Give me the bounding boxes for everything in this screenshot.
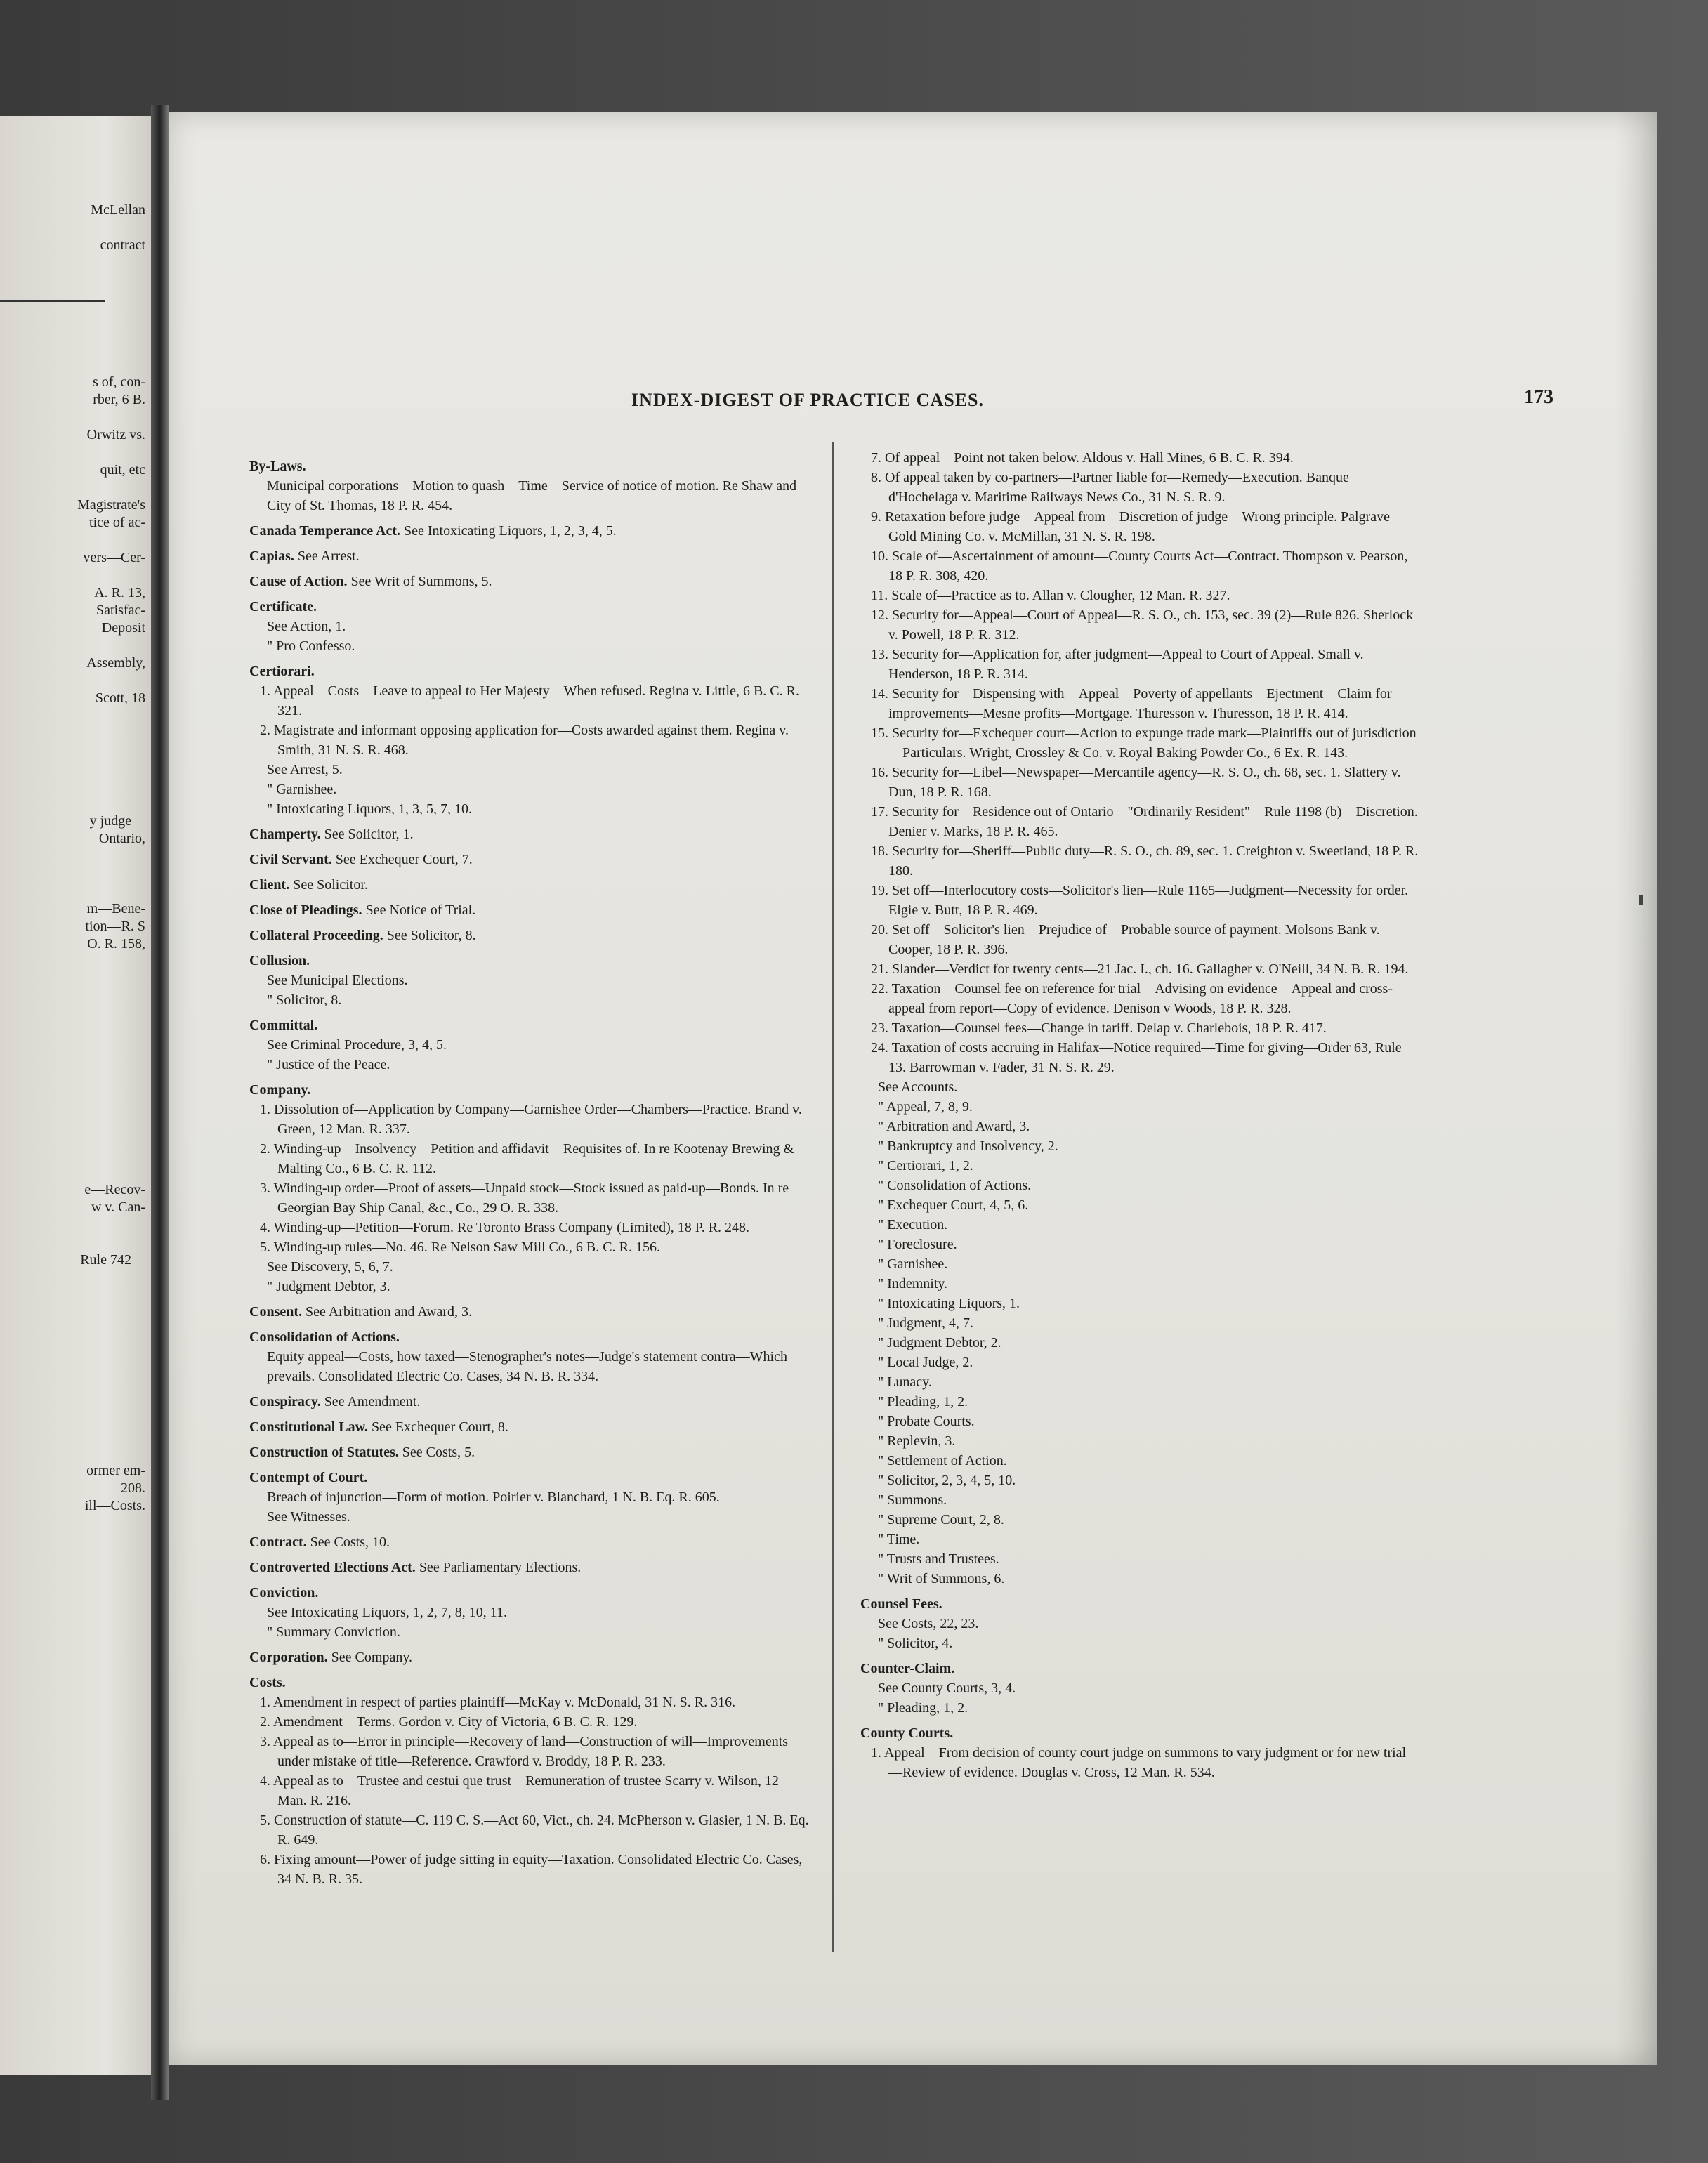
entry-cross-reference: See Parliamentary Elections. — [419, 1560, 582, 1575]
page-number: 173 — [1524, 386, 1553, 408]
index-entry — [249, 1392, 811, 1412]
case-item: 14. Security for—Dispensing with—Appeal—Poverty of appellants—Ejectment—Claim for improvements—Mesne profits—Mortgage. Thuresson v. Thuresson, 18 P. R. 414. — [871, 686, 1392, 721]
see-reference: See Action, 1. — [267, 619, 346, 634]
index-entry — [249, 1327, 811, 1386]
case-item: 4. Appeal as to—Trustee and cestui que trust—Remuneration of trustee Scarry v. Wilson, 12 Man. R. 216. — [260, 1773, 779, 1808]
entry-heading — [249, 926, 811, 945]
previous-page-text: McLellan — [91, 202, 145, 218]
entry-title: County Courts. — [860, 1725, 954, 1741]
case-item: 22. Taxation—Counsel fee on reference for trial—Advising on evidence—Appeal and cross-appeal from report—Copy of evidence. Denison v Woods, 18 P. R. 328. — [871, 981, 1393, 1016]
case-item: 12. Security for—Appeal—Court of Appeal—R. S. O., ch. 153, sec. 39 (2)—Rule 826. Sherlock v. Powell, 18 P. R. 312. — [871, 607, 1414, 643]
index-entry — [860, 1723, 1419, 1782]
entry-cross-reference: See Writ of Summons, 5. — [350, 574, 492, 589]
case-item: 1. Appeal—From decision of county court judge on summons to vary judgment or for new trial—Review of evidence. Douglas v. Cross, 12 Man. R. 534. — [871, 1745, 1407, 1780]
see-reference: See Municipal Elections. — [267, 973, 408, 988]
entry-cross-reference: See Solicitor, 8. — [386, 928, 476, 943]
see-reference: " Intoxicating Liquors, 1, 3, 5, 7, 10. — [267, 801, 473, 817]
index-entry — [249, 824, 811, 844]
index-entry — [249, 1558, 811, 1577]
entry-heading — [249, 456, 811, 476]
see-reference: " Writ of Summons, 6. — [878, 1571, 1005, 1586]
entry-title: Canada Temperance Act. — [249, 523, 400, 539]
entry-heading — [249, 1392, 811, 1412]
case-item: 7. Of appeal—Point not taken below. Aldous v. Hall Mines, 6 B. C. R. 394. — [871, 450, 1294, 466]
index-entry — [249, 1532, 811, 1552]
previous-page-text: Assembly, — [86, 655, 145, 671]
see-reference: See Witnesses. — [267, 1509, 350, 1525]
case-item: 2. Winding-up—Insolvency—Petition and affidavit—Requisites of. In re Kootenay Brewing & Malting Co., 6 B. C. R. 112. — [260, 1141, 795, 1176]
entry-cross-reference: See Costs, 5. — [402, 1445, 475, 1460]
entry-cross-reference: See Exchequer Court, 8. — [371, 1419, 508, 1435]
entry-title: Consolidation of Actions. — [249, 1329, 400, 1345]
see-reference: " Supreme Court, 2, 8. — [878, 1512, 1004, 1527]
see-reference: " Lunacy. — [878, 1374, 932, 1390]
index-entry — [249, 521, 811, 541]
previous-page-text: Magistrate's — [77, 497, 145, 513]
previous-page-text: Scott, 18 — [95, 690, 145, 706]
entry-heading — [249, 1417, 811, 1437]
index-entry — [249, 597, 811, 656]
entry-heading — [249, 1583, 811, 1603]
index-entry — [249, 456, 811, 515]
case-item: 5. Winding-up rules—No. 46. Re Nelson Saw Mill Co., 6 B. C. R. 156. — [260, 1240, 660, 1255]
case-item: 23. Taxation—Counsel fees—Change in tariff. Delap v. Charlebois, 18 P. R. 417. — [871, 1020, 1327, 1036]
see-reference: " Solicitor, 4. — [878, 1636, 953, 1651]
entry-title: Collusion. — [249, 953, 310, 968]
entry-title: Counsel Fees. — [860, 1596, 942, 1612]
see-reference: " Local Judge, 2. — [878, 1355, 973, 1370]
entry-text: Municipal corporations—Motion to quash—Time—Service of notice of motion. Re Shaw and City of St. Thomas, 18 P. R. 454. — [267, 478, 797, 513]
case-item: 6. Fixing amount—Power of judge sitting in equity—Taxation. Consolidated Electric Co. Cases, 34 N. B. R. 35. — [260, 1852, 803, 1887]
see-reference: " Probate Courts. — [878, 1414, 975, 1429]
previous-page-text: rber, 6 B. — [93, 392, 145, 407]
entry-heading — [249, 1080, 811, 1100]
entry-title: Costs. — [249, 1675, 286, 1690]
entry-cross-reference: See Costs, 10. — [310, 1534, 390, 1550]
entry-heading — [860, 1594, 1419, 1614]
entry-title: Conspiracy. — [249, 1394, 321, 1409]
entry-title: Civil Servant. — [249, 852, 332, 867]
see-reference: " Foreclosure. — [878, 1237, 957, 1252]
entry-heading — [249, 951, 811, 971]
see-reference: See Accounts. — [878, 1079, 958, 1095]
see-reference: " Justice of the Peace. — [267, 1057, 390, 1072]
case-item: 24. Taxation of costs accruing in Halifax—Notice required—Time for giving—Order 63, Rule 13. Barrowman v. Fader, 31 N. S. R. 29. — [871, 1040, 1402, 1075]
case-item: 20. Set off—Solicitor's lien—Prejudice of—Probable source of payment. Molsons Bank v. Cooper, 18 P. R. 396. — [871, 922, 1380, 957]
entry-heading — [249, 1532, 811, 1552]
previous-page-text: ormer em- — [86, 1463, 145, 1478]
entry-heading — [249, 1468, 811, 1487]
see-reference: " Trusts and Trustees. — [878, 1551, 999, 1567]
see-reference: " Summary Conviction. — [267, 1624, 400, 1640]
entry-title: Cause of Action. — [249, 574, 348, 589]
index-entry — [249, 926, 811, 945]
entry-cross-reference: See Intoxicating Liquors, 1, 2, 3, 4, 5. — [404, 523, 617, 539]
index-page — [169, 112, 1657, 2065]
entry-heading — [860, 1723, 1419, 1743]
case-item: 13. Security for—Application for, after judgment—Appeal to Court of Appeal. Small v. Henderson, 18 P. R. 314. — [871, 647, 1364, 682]
index-entry — [249, 1673, 811, 1889]
entry-heading — [249, 824, 811, 844]
entry-heading — [249, 1015, 811, 1035]
index-entry — [249, 1442, 811, 1462]
entry-title: Controverted Elections Act. — [249, 1560, 416, 1575]
case-item: 1. Appeal—Costs—Leave to appeal to Her Majesty—When refused. Regina v. Little, 6 B. C. R. 321. — [260, 683, 799, 718]
see-reference: " Solicitor, 2, 3, 4, 5, 10. — [878, 1473, 1016, 1488]
see-reference: See County Courts, 3, 4. — [878, 1681, 1016, 1696]
entry-cross-reference: See Company. — [331, 1650, 413, 1665]
previous-page-text: Satisfac- — [96, 603, 145, 618]
previous-page-text: A. R. 13, — [94, 585, 145, 600]
case-item: 2. Magistrate and informant opposing application for—Costs awarded against them. Regina v. Smith, 31 N. S. R. 468. — [260, 723, 789, 758]
see-reference: " Pleading, 1, 2. — [878, 1700, 968, 1716]
see-reference: See Arrest, 5. — [267, 762, 343, 777]
entry-heading — [249, 546, 811, 566]
see-reference: " Summons. — [878, 1492, 947, 1508]
see-reference: " Indemnity. — [878, 1276, 948, 1291]
previous-page-text: Orwitz vs. — [86, 427, 145, 442]
entry-title: By-Laws. — [249, 459, 306, 474]
column-divider — [832, 442, 834, 1952]
see-reference: " Judgment, 4, 7. — [878, 1315, 973, 1331]
case-item: 10. Scale of—Ascertainment of amount—County Courts Act—Contract. Thompson v. Pearson, 18 P. R. 308, 420. — [871, 548, 1408, 584]
see-reference: " Pro Confesso. — [267, 638, 355, 654]
entry-heading — [249, 1648, 811, 1667]
entry-heading — [249, 662, 811, 681]
index-entry — [249, 572, 811, 591]
case-item: 18. Security for—Sheriff—Public duty—R. S. O., ch. 89, sec. 1. Creighton v. Sweetland, 18 P. R. 180. — [871, 843, 1419, 879]
see-reference: " Judgment Debtor, 2. — [878, 1335, 1001, 1350]
case-item: 2. Amendment—Terms. Gordon v. City of Victoria, 6 B. C. R. 129. — [260, 1714, 638, 1730]
case-item: 3. Winding-up order—Proof of assets—Unpaid stock—Stock issued as paid-up—Bonds. In re Georgian Bay Ship Canal, &c., Co., 29 O. R. 338. — [260, 1181, 789, 1216]
entry-heading — [860, 1659, 1419, 1678]
index-entry — [249, 900, 811, 920]
previous-page-text: ill—Costs. — [84, 1498, 145, 1513]
previous-page-text: contract — [100, 237, 145, 253]
entry-title: Champerty. — [249, 827, 321, 842]
entry-cross-reference: See Notice of Trial. — [365, 902, 476, 918]
case-item: 11. Scale of—Practice as to. Allan v. Clougher, 12 Man. R. 327. — [871, 588, 1230, 603]
previous-page-text: Ontario, — [98, 831, 145, 846]
see-reference: " Intoxicating Liquors, 1. — [878, 1296, 1020, 1311]
see-reference: " Execution. — [878, 1217, 948, 1232]
index-entry — [249, 1583, 811, 1642]
case-item: 19. Set off—Interlocutory costs—Solicitor's lien—Rule 1165—Judgment—Necessity for order. Elgie v. Butt, 18 P. R. 469. — [871, 883, 1409, 918]
entry-title: Client. — [249, 877, 290, 893]
entry-heading — [249, 597, 811, 617]
case-item: 5. Construction of statute—C. 119 C. S.—Act 60, Vict., ch. 24. McPherson v. Glasier, 1 N. B. Eq. R. 649. — [260, 1813, 809, 1848]
page-header: INDEX-DIGEST OF PRACTICE CASES. — [631, 390, 984, 410]
index-entry — [249, 1468, 811, 1527]
entry-title: Company. — [249, 1082, 311, 1098]
previous-page-rule — [0, 300, 105, 302]
case-item: 1. Dissolution of—Application by Company—Garnishee Order—Chambers—Practice. Brand v. Green, 12 Man. R. 337. — [260, 1102, 802, 1137]
see-reference: " Replevin, 3. — [878, 1433, 956, 1449]
entry-title: Corporation. — [249, 1650, 328, 1665]
previous-page-text: tion—R. S — [85, 919, 145, 934]
entry-cross-reference: See Arbitration and Award, 3. — [306, 1304, 473, 1320]
index-entry — [249, 1302, 811, 1322]
previous-page-text: s of, con- — [93, 374, 145, 390]
index-entry — [249, 850, 811, 869]
right-column — [860, 448, 1419, 1782]
case-item: 8. Of appeal taken by co-partners—Partner liable for—Remedy—Execution. Banque d'Hochelaga v. Maritime Railways News Co., 31 N. S. R. 9. — [871, 470, 1349, 505]
left-column — [249, 456, 811, 1889]
entry-heading — [249, 572, 811, 591]
entry-heading — [249, 875, 811, 895]
previous-page-text: 208. — [121, 1480, 145, 1496]
entry-title: Conviction. — [249, 1585, 319, 1600]
see-reference: " Certiorari, 1, 2. — [878, 1158, 973, 1173]
case-item: 4. Winding-up—Petition—Forum. Re Toronto Brass Company (Limited), 18 P. R. 248. — [260, 1220, 750, 1235]
entry-heading — [249, 1327, 811, 1347]
entry-title: Certificate. — [249, 599, 317, 614]
index-entry — [860, 1659, 1419, 1718]
entry-title: Contempt of Court. — [249, 1470, 368, 1485]
see-reference: " Appeal, 7, 8, 9. — [878, 1099, 973, 1115]
case-item: 17. Security for—Residence out of Ontario—"Ordinarily Resident"—Rule 1198 (b)—Discretion. Denier v. Marks, 18 P. R. 465. — [871, 804, 1418, 839]
entry-cross-reference: See Solicitor. — [293, 877, 368, 893]
previous-page-fragment — [0, 116, 151, 2075]
previous-page-text: m—Bene- — [86, 901, 145, 916]
see-reference: " Garnishee. — [267, 782, 337, 797]
entry-heading — [249, 850, 811, 869]
entry-heading — [249, 1302, 811, 1322]
page-edge-shadow — [1615, 112, 1657, 2065]
entry-heading — [249, 521, 811, 541]
previous-page-text: w v. Can- — [91, 1199, 145, 1215]
entry-title: Counter-Claim. — [860, 1661, 955, 1676]
entry-heading — [249, 1558, 811, 1577]
entry-cross-reference: See Amendment. — [324, 1394, 421, 1409]
see-reference: " Exchequer Court, 4, 5, 6. — [878, 1197, 1029, 1213]
entry-title: Committal. — [249, 1018, 318, 1033]
see-reference: See Intoxicating Liquors, 1, 2, 7, 8, 10, 11. — [267, 1605, 507, 1620]
entry-title: Constitutional Law. — [249, 1419, 368, 1435]
entry-heading — [249, 1442, 811, 1462]
entry-title: Consent. — [249, 1304, 303, 1320]
entry-cross-reference: See Exchequer Court, 7. — [335, 852, 473, 867]
index-entry — [249, 1648, 811, 1667]
index-entry — [860, 448, 1419, 1589]
see-reference: See Discovery, 5, 6, 7. — [267, 1259, 393, 1275]
index-entry — [249, 1080, 811, 1296]
margin-mark — [1639, 895, 1643, 905]
entry-heading — [249, 1673, 811, 1692]
see-reference: " Garnishee. — [878, 1256, 948, 1272]
case-item: 1. Amendment in respect of parties plaintiff—McKay v. McDonald, 31 N. S. R. 316. — [260, 1695, 736, 1710]
entry-cross-reference: See Arrest. — [297, 548, 360, 564]
entry-text: Breach of injunction—Form of motion. Poirier v. Blanchard, 1 N. B. Eq. R. 605. — [267, 1490, 720, 1505]
index-entry — [249, 1417, 811, 1437]
entry-heading — [249, 900, 811, 920]
see-reference: " Settlement of Action. — [878, 1453, 1007, 1468]
index-entry — [249, 951, 811, 1010]
entry-title: Collateral Proceeding. — [249, 928, 383, 943]
previous-page-text: Deposit — [101, 620, 145, 636]
previous-page-text: tice of ac- — [89, 515, 145, 530]
index-entry — [249, 662, 811, 819]
entry-title: Construction of Statutes. — [249, 1445, 399, 1460]
case-item: 9. Retaxation before judge—Appeal from—Discretion of judge—Wrong principle. Palgrave Gold Mining Co. v. McMillan, 31 N. S. R. 198. — [871, 509, 1390, 544]
case-item: 3. Appeal as to—Error in principle—Recovery of land—Construction of will—Improvements under mistake of title—Reference. Crawford v. Broddy, 18 P. R. 233. — [260, 1734, 789, 1769]
see-reference: See Criminal Procedure, 3, 4, 5. — [267, 1037, 447, 1053]
previous-page-text: y judge— — [89, 813, 145, 829]
entry-title: Contract. — [249, 1534, 307, 1550]
case-item: 16. Security for—Libel—Newspaper—Mercantile agency—R. S. O., ch. 68, sec. 1. Slattery v. Dun, 18 P. R. 168. — [871, 765, 1401, 800]
see-reference: See Costs, 22, 23. — [878, 1616, 979, 1631]
index-entry — [249, 1015, 811, 1074]
previous-page-text: quit, etc — [100, 462, 145, 478]
see-reference: " Arbitration and Award, 3. — [878, 1119, 1030, 1134]
entry-title: Close of Pleadings. — [249, 902, 362, 918]
see-reference: " Solicitor, 8. — [267, 992, 342, 1008]
previous-page-text: O. R. 158, — [87, 936, 145, 952]
previous-page-text: e—Recov- — [84, 1182, 145, 1197]
entry-title: Capias. — [249, 548, 294, 564]
entry-title: Certiorari. — [249, 664, 315, 679]
see-reference: " Bankruptcy and Insolvency, 2. — [878, 1138, 1058, 1154]
case-item: 21. Slander—Verdict for twenty cents—21 Jac. I., ch. 16. Gallagher v. O'Neill, 34 N. B. R. 194. — [871, 961, 1409, 977]
index-entry — [249, 875, 811, 895]
case-item: 15. Security for—Exchequer court—Action to expunge trade mark—Plaintiffs out of jurisdiction—Particulars. Wright, Crossley & Co. v. Royal Baking Powder Co., 6 Ex. R. 143. — [871, 725, 1417, 761]
see-reference: " Pleading, 1, 2. — [878, 1394, 968, 1409]
see-reference: " Time. — [878, 1532, 920, 1547]
index-entry — [249, 546, 811, 566]
entry-text: Equity appeal—Costs, how taxed—Stenographer's notes—Judge's statement contra—Which prevails. Consolidated Electric Co. Cases, 34 N. B. R. 334. — [267, 1349, 787, 1384]
book-gutter — [151, 105, 169, 2100]
see-reference: " Consolidation of Actions. — [878, 1178, 1032, 1193]
see-reference: " Judgment Debtor, 3. — [267, 1279, 390, 1294]
previous-page-text: vers—Cer- — [83, 550, 145, 565]
previous-page-text: Rule 742— — [80, 1252, 145, 1268]
index-entry — [860, 1594, 1419, 1653]
entry-cross-reference: See Solicitor, 1. — [324, 827, 414, 842]
